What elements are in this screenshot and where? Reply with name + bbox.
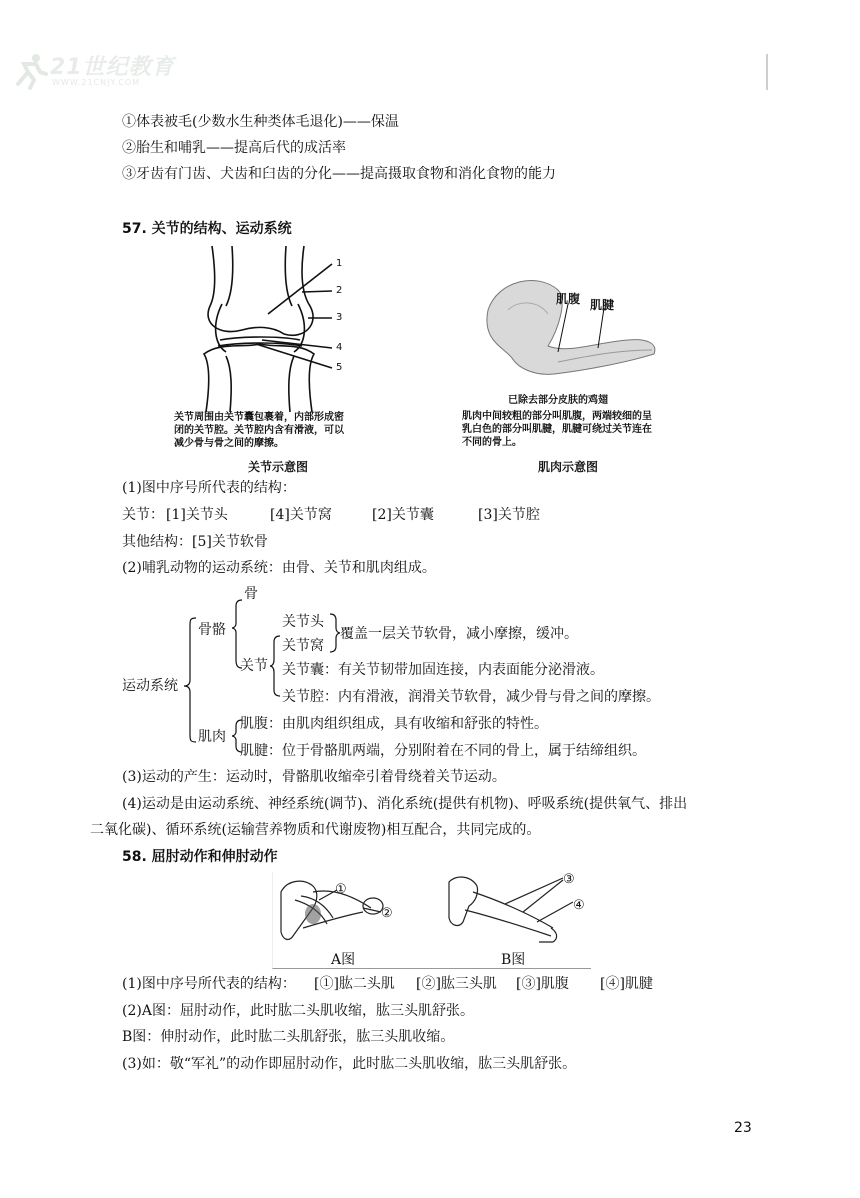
logo-text: 21世纪教育 [50, 55, 175, 80]
tree-joint-head: 关节头 [282, 614, 324, 630]
page-number: 23 [734, 1120, 752, 1136]
s58-q2b: B图：伸肘动作，此时肱二头肌舒张，肱三头肌收缩。 [122, 1029, 455, 1045]
tree-tendon: 肌腱：位于骨骼肌两端，分别附着在不同的骨上，属于结缔组织。 [240, 743, 646, 759]
arm-marker-2: ② [381, 906, 393, 921]
s58-part: [③]肌腹 [516, 976, 569, 992]
tree-skeleton: 骨骼 [198, 622, 226, 638]
q1-text: (1)图中序号所代表的结构： [122, 480, 296, 496]
section-title: 58. 屈肘动作和伸肘动作 [122, 849, 278, 865]
intro-line: ③牙齿有门齿、犬齿和臼齿的分化——提高摄取食物和消化食物的能力 [122, 166, 556, 182]
s58-part: [④]肌腱 [600, 976, 653, 992]
muscle-belly-label: 肌腹 [556, 292, 581, 306]
arm-label-a: A图 [331, 952, 356, 968]
arm-label-b: B图 [501, 952, 526, 968]
tree-bone: 骨 [244, 586, 258, 602]
header-divider [766, 54, 768, 90]
muscle-tendon-label: 肌腱 [590, 298, 615, 312]
joint-parts-prefix: 关节： [122, 507, 164, 523]
joint-diagram [172, 244, 408, 414]
muscle-figure-title: 肌肉示意图 [538, 460, 599, 474]
joint-label-4: 4 [336, 342, 343, 353]
s58-q1-prefix: (1)图中序号所代表的结构： [122, 976, 296, 992]
other-structure: 其他结构：[5]关节软骨 [122, 534, 268, 550]
joint-caption-line: 闭的关节腔。关节腔内含有滑液，可以 [174, 425, 344, 436]
q4-line1: (4)运动是由运动系统、神经系统(调节)、消化系统(提供有机物)、呼吸系统(提供氧气、排出 [122, 796, 688, 812]
arm-figure [272, 872, 591, 969]
tree-joint-socket: 关节窝 [282, 638, 324, 654]
q2-text: (2)哺乳动物的运动系统：由骨、关节和肌肉组成。 [122, 560, 436, 576]
muscle-figure [458, 270, 698, 476]
joint-caption-line: 减少骨与骨之间的摩擦。 [174, 438, 284, 449]
muscle-caption-line: 肌肉中间较粗的部分叫肌腹，两端较细的呈 [462, 411, 652, 422]
arm-marker-1: ① [335, 882, 347, 897]
joint-label-1: 1 [336, 258, 343, 269]
tree-cavity: 关节腔：内有滑液，润滑关节软骨，减少骨与骨之间的摩擦。 [282, 689, 660, 705]
arm-marker-4: ④ [573, 898, 585, 913]
intro-line: ①体表被毛(少数水生种类体毛退化)——保温 [122, 114, 399, 130]
joint-figure [172, 244, 408, 474]
joint-label-2: 2 [336, 285, 343, 296]
q4-line2: 二氧化碳)、循环系统(运输营养物质和代谢废物)相互配合，共同完成的。 [90, 822, 541, 838]
joint-part: [3]关节腔 [478, 507, 540, 523]
s58-q2a: (2)A图：屈肘动作，此时肱二头肌收缩，肱三头肌舒张。 [122, 1003, 474, 1019]
joint-part: [1]关节头 [166, 507, 228, 523]
joint-part: [2]关节囊 [372, 507, 434, 523]
tree-head-socket-note: 覆盖一层关节软骨，减小摩擦，缓冲。 [340, 626, 578, 642]
joint-caption-line: 关节周围由关节囊包裹着，内部形成密 [174, 412, 344, 423]
joint-label-3: 3 [336, 312, 343, 323]
tree-belly: 肌腹：由肌肉组织组成，具有收缩和舒张的特性。 [240, 716, 548, 732]
tree-muscle: 肌肉 [198, 729, 226, 745]
chicken-wing-illustration [458, 270, 698, 380]
tree-capsule: 关节囊：有关节韧带加固连接，内表面能分泌滑液。 [282, 662, 604, 678]
joint-label-5: 5 [336, 362, 343, 373]
s58-part: [①]肱二头肌 [314, 976, 395, 992]
muscle-figure-note: 已除去部分皮肤的鸡翅 [508, 395, 608, 406]
q3-text: (3)运动的产生：运动时，骨骼肌收缩牵引着骨绕着关节运动。 [122, 769, 506, 785]
s58-part: [②]肱三头肌 [416, 976, 497, 992]
tree-root: 运动系统 [122, 678, 178, 694]
runner-icon [10, 50, 50, 90]
arm-marker-3: ③ [563, 872, 575, 887]
section-title: 57. 关节的结构、运动系统 [122, 221, 292, 237]
arm-diagram [273, 872, 591, 952]
joint-part: [4]关节窝 [270, 507, 332, 523]
tree-joint: 关节 [240, 658, 268, 674]
muscle-caption-line: 乳白色的部分叫肌腱，肌腱可绕过关节连在 [462, 424, 652, 435]
s58-q3: (3)如：敬“军礼”的动作即屈肘动作，此时肱二头肌收缩，肱三头肌舒张。 [122, 1056, 577, 1072]
intro-line: ②胎生和哺乳——提高后代的成活率 [122, 140, 346, 156]
muscle-caption-line: 不同的骨上。 [462, 437, 522, 448]
joint-figure-title: 关节示意图 [248, 460, 309, 474]
logo-url: WWW.21CNJY.COM [52, 78, 141, 87]
